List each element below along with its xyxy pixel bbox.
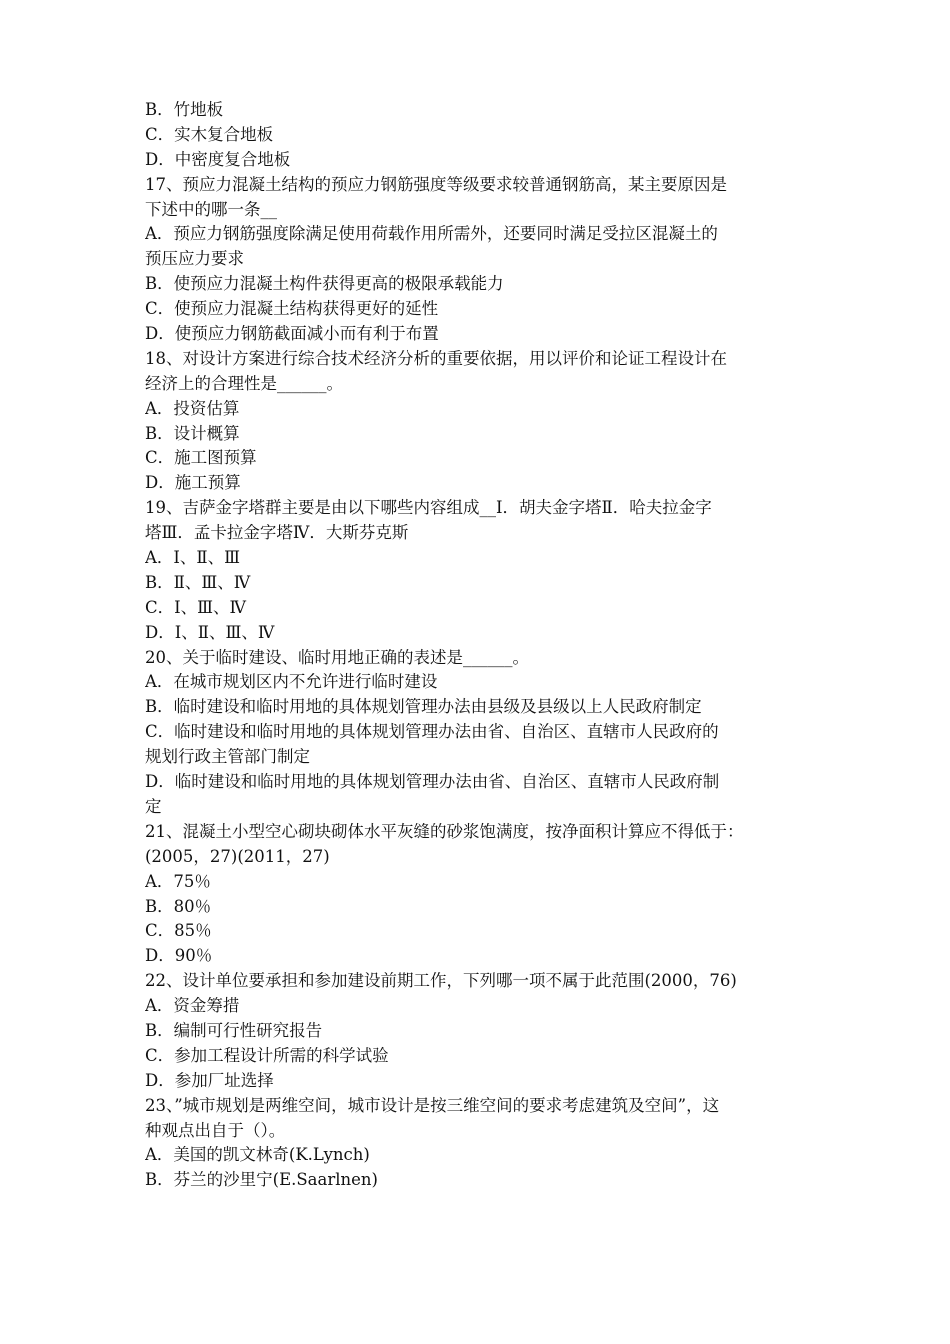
text-line: B．设计概算: [145, 423, 240, 443]
text-line: A．75％: [145, 871, 211, 891]
text-line: C．施工图预算: [145, 448, 257, 468]
text-line: B．临时建设和临时用地的具体规划管理办法由县级及县级以上人民政府制定: [145, 697, 702, 717]
text-line: 规划行政主管部门制定: [145, 747, 310, 767]
text-line: D．施工预算: [145, 473, 241, 493]
text-line: (2005，27)(2011，27): [145, 846, 330, 866]
text-line: A．预应力钢筋强度除满足使用荷载作用所需外，还要同时满足受拉区混凝土的: [145, 224, 718, 244]
text-line: C．使预应力混凝土结构获得更好的延性: [145, 299, 439, 319]
text-line: 经济上的合理性是______。: [145, 373, 343, 393]
question-21-line: 21、混凝土小型空心砌块砌体水平灰缝的砂浆饱满度，按净面积计算应不得低于：: [145, 821, 744, 841]
text-line: D．使预应力钢筋截面减小而有利于布置: [145, 324, 439, 344]
text-line: D．参加厂址选择: [145, 1070, 274, 1090]
document-page: [145, 98, 813, 1193]
text-line: C．Ⅰ、Ⅲ、Ⅳ: [145, 597, 247, 617]
text-line: A．Ⅰ、Ⅱ、Ⅲ: [145, 548, 241, 568]
text-line: D．Ⅰ、Ⅱ、Ⅲ、Ⅳ: [145, 622, 275, 642]
text-line: A．资金筹措: [145, 996, 240, 1016]
question-19-line: 19、吉萨金字塔群主要是由以下哪些内容组成__Ⅰ．胡夫金字塔Ⅱ．哈夫拉金字: [145, 498, 712, 518]
text-line: B．80％: [145, 896, 212, 916]
question-22-line: 22、设计单位要承担和参加建设前期工作，下列哪一项不属于此范围(2000，76): [145, 971, 737, 991]
text-line: D．90％: [145, 946, 213, 966]
text-line: A．美国的凯文林奇(K.Lynch): [145, 1145, 370, 1165]
text-line: B．Ⅱ、Ⅲ、Ⅳ: [145, 572, 251, 592]
text-line: 种观点出自于（）。: [145, 1120, 286, 1140]
text-line: A．在城市规划区内不允许进行临时建设: [145, 672, 438, 692]
text-line: B．编制可行性研究报告: [145, 1020, 323, 1040]
text-line: B．竹地板: [145, 100, 224, 119]
text-line: C．85％: [145, 921, 212, 941]
text-line: A．投资估算: [145, 398, 240, 418]
question-23-line: 23、”城市规划是两维空间，城市设计是按三维空间的要求考虑建筑及空间”，这: [145, 1095, 720, 1115]
text-line: C．参加工程设计所需的科学试验: [145, 1045, 389, 1065]
text-line: D．临时建设和临时用地的具体规划管理办法由省、自治区、直辖市人民政府制: [145, 772, 720, 792]
text-line: D．中密度复合地板: [145, 149, 291, 169]
text-line: 预压应力要求: [145, 249, 244, 269]
text-line: 塔Ⅲ．孟卡拉金字塔Ⅳ．大斯芬克斯: [145, 523, 409, 543]
text-line: C．临时建设和临时用地的具体规划管理办法由省、自治区、直辖市人民政府的: [145, 722, 719, 742]
text-line: 下述中的哪一条__: [145, 199, 277, 219]
text-line: B．芬兰的沙里宁(E.Saarlnen): [145, 1170, 378, 1190]
text-line: B．使预应力混凝土构件获得更高的极限承载能力: [145, 274, 504, 294]
text-line: 定: [145, 796, 162, 816]
question-17-line: 17、预应力混凝土结构的预应力钢筋强度等级要求较普通钢筋高，某主要原因是: [145, 174, 727, 194]
text-line: C．实木复合地板: [145, 124, 274, 144]
question-18-line: 18、对设计方案进行综合技术经济分析的重要依据，用以评价和论证工程设计在: [145, 348, 727, 368]
question-20-line: 20、关于临时建设、临时用地正确的表述是______。: [145, 647, 529, 667]
